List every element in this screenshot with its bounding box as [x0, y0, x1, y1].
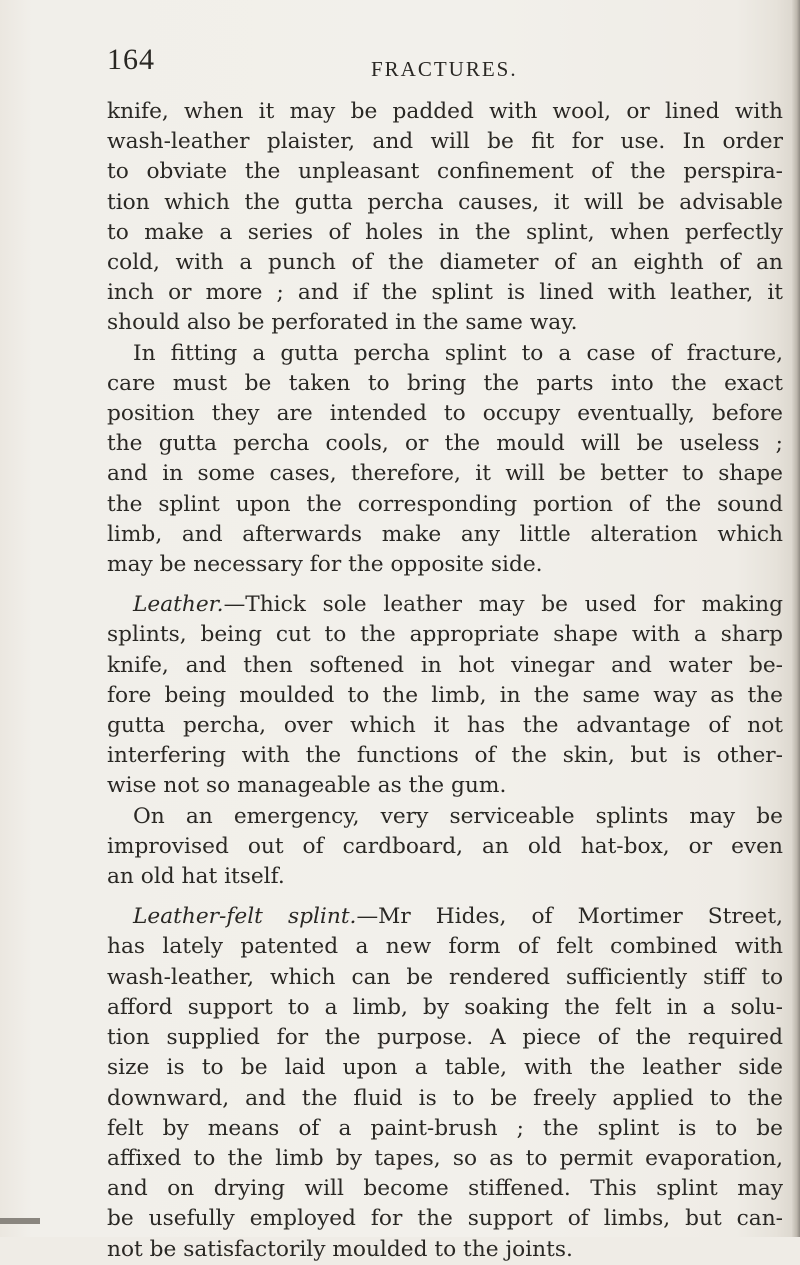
running-head: FRACTURES. — [371, 57, 518, 81]
paragraph-line: improvised out of cardboard, an old hat-box, or even — [107, 833, 783, 859]
paragraph-line: On an emergency, very serviceable splints may be — [133, 803, 783, 829]
paragraph-line: felt by means of a paint-brush ; the splint is to be — [107, 1115, 783, 1141]
paragraph-line: wise not so manageable as the gum. — [107, 773, 507, 799]
paragraph-line: the gutta percha cools, or the mould will be useless ; — [107, 431, 783, 457]
paragraph-line: afford support to a limb, by soaking the felt in a solu- — [107, 994, 783, 1020]
paragraph-line: to make a series of holes in the splint, when perfectly — [107, 219, 783, 245]
page-number: 164 — [107, 43, 155, 76]
paragraph-line: limb, and afterwards make any little alteration which — [107, 521, 783, 547]
scan-edge-mark — [0, 1218, 40, 1224]
paragraph-line: care must be taken to bring the parts into the exact — [107, 370, 783, 396]
paragraph-line: the splint upon the corresponding portion of the sound — [107, 491, 783, 517]
paragraph-line: tion which the gutta percha causes, it will be advisable — [107, 189, 783, 215]
paragraph-line: position they are intended to occupy eventually, before — [107, 401, 783, 427]
section-heading-leather-felt-splint: Leather-felt splint. — [133, 904, 357, 930]
paragraph-line: downward, and the fluid is to be freely applied to the — [107, 1085, 783, 1111]
paragraph-line-text: —Thick sole leather may be used for making — [223, 592, 783, 618]
paragraph-line: cold, with a punch of the diameter of an eighth of an — [107, 250, 783, 276]
paragraph-line: an old hat itself. — [107, 864, 285, 890]
paragraph-line: be usefully employed for the support of limbs, but can- — [107, 1206, 783, 1232]
paragraph-line: not be satisfactorily moulded to the joints. — [107, 1236, 573, 1262]
page-edge-shadow — [792, 0, 800, 1237]
paragraph-line: knife, and then softened in hot vinegar and water be- — [107, 652, 783, 678]
paragraph-line: knife, when it may be padded with wool, or lined with — [107, 99, 783, 124]
paragraph-line: has lately patented a new form of felt combined with — [107, 934, 783, 960]
paragraph-line: splints, being cut to the appropriate shape with a sharp — [107, 622, 783, 648]
paragraph-line: inch or more ; and if the splint is lined with leather, it — [107, 280, 783, 306]
paragraph-line: gutta percha, over which it has the advantage of not — [107, 713, 783, 739]
paragraph-line: In fitting a gutta percha splint to a case of fracture, — [133, 340, 783, 366]
paragraph-line: interfering with the functions of the skin, but is other- — [107, 743, 783, 769]
paragraph-line: affixed to the limb by tapes, so as to permit evaporation, — [107, 1145, 783, 1171]
paragraph-line: should also be perforated in the same way. — [107, 310, 578, 336]
paragraph-line: wash-leather, which can be rendered sufficiently stiff to — [107, 964, 783, 990]
paragraph-line: may be necessary for the opposite side. — [107, 552, 543, 578]
paragraph-line: tion supplied for the purpose. A piece of the required — [107, 1025, 783, 1051]
paragraph-line: wash-leather plaister, and will be fit for use. In order — [107, 129, 783, 155]
paragraph-line: to obviate the unpleasant confinement of the perspira- — [107, 159, 783, 185]
section-heading-leather: Leather. — [133, 592, 224, 618]
paragraph-line: fore being moulded to the limb, in the same way as the — [107, 682, 783, 708]
paragraph-line — [107, 902, 783, 932]
paragraph-line — [107, 590, 783, 620]
paragraph-line-text: —Mr Hides, of Mortimer Street, — [356, 904, 784, 930]
page-header — [107, 42, 783, 82]
body-text — [107, 97, 783, 1265]
paragraph-line: and on drying will become stiffened. This splint may — [107, 1176, 783, 1202]
paragraph-line: size is to be laid upon a table, with the leather side — [107, 1055, 783, 1081]
paragraph-line: and in some cases, therefore, it will be better to shape — [107, 461, 783, 487]
